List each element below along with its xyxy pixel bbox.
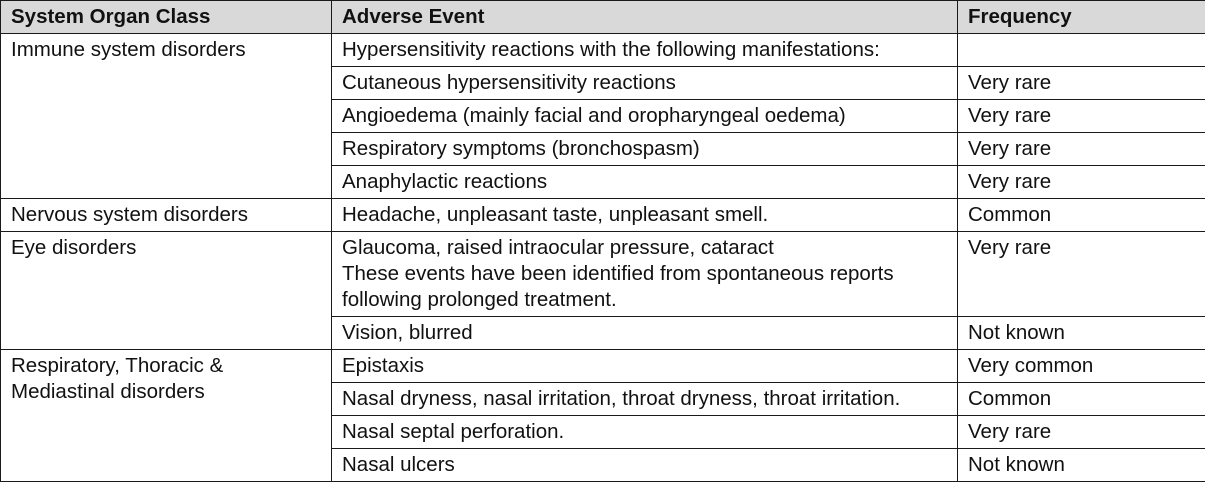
- soc-cell: [1, 232, 332, 350]
- event-text: Nasal septal perforation.: [342, 420, 565, 443]
- event-text: Vision, blurred: [342, 321, 473, 344]
- header-frequency: Frequency: [958, 1, 1205, 34]
- event-text: Anaphylactic reactions: [342, 170, 548, 193]
- event-note: following prolonged treatment.: [342, 288, 617, 311]
- header-adverse-event: Adverse Event: [332, 1, 958, 34]
- event-text: Glaucoma, raised intraocular pressure, cataract: [342, 236, 774, 259]
- event-cell: [332, 383, 958, 416]
- event-text: Headache, unpleasant taste, unpleasant smell.: [342, 203, 769, 226]
- event-cell: [332, 133, 958, 166]
- event-text: Epistaxis: [342, 354, 425, 377]
- frequency-cell: Not known: [958, 449, 1205, 482]
- header-system-organ-class: System Organ Class: [1, 1, 332, 34]
- table-row: [1, 34, 1205, 67]
- frequency-cell: Very rare: [958, 232, 1205, 317]
- frequency-cell: Very rare: [958, 416, 1205, 449]
- frequency-cell: Not known: [958, 317, 1205, 350]
- table-body: [1, 34, 1205, 482]
- frequency-cell: [958, 34, 1205, 67]
- event-cell: [332, 100, 958, 133]
- event-text: Angioedema (mainly facial and oropharyngeal oedema): [342, 104, 846, 127]
- soc-label: Mediastinal disorders: [11, 380, 205, 403]
- event-cell: [332, 416, 958, 449]
- event-text: Nasal ulcers: [342, 453, 455, 476]
- event-text: Cutaneous hypersensitivity reactions: [342, 71, 676, 94]
- event-text: Nasal dryness, nasal irritation, throat dryness, throat irritation.: [342, 387, 901, 410]
- header-row: [1, 1, 1205, 34]
- table-row: [1, 350, 1205, 383]
- event-cell: [332, 34, 958, 67]
- soc-cell: [1, 34, 332, 199]
- frequency-cell: Very rare: [958, 100, 1205, 133]
- event-text: Hypersensitivity reactions with the following manifestations:: [342, 38, 880, 61]
- event-cell: [332, 166, 958, 199]
- soc-label: Immune system disorders: [11, 38, 246, 61]
- event-note: These events have been identified from spontaneous reports: [342, 262, 894, 285]
- frequency-cell: Common: [958, 383, 1205, 416]
- table-row: [1, 232, 1205, 317]
- table-row: [1, 199, 1205, 232]
- event-cell: [332, 449, 958, 482]
- soc-cell: [1, 199, 332, 232]
- event-cell: [332, 199, 958, 232]
- soc-label: Respiratory, Thoracic &: [11, 354, 224, 377]
- frequency-cell: Very rare: [958, 67, 1205, 100]
- frequency-cell: Very rare: [958, 166, 1205, 199]
- soc-label: Nervous system disorders: [11, 203, 248, 226]
- frequency-cell: Very rare: [958, 133, 1205, 166]
- event-cell: [332, 67, 958, 100]
- event-cell: [332, 232, 958, 317]
- frequency-cell: Common: [958, 199, 1205, 232]
- soc-label: Eye disorders: [11, 236, 137, 259]
- soc-cell: [1, 350, 332, 482]
- event-cell: [332, 317, 958, 350]
- event-cell: [332, 350, 958, 383]
- event-text: Respiratory symptoms (bronchospasm): [342, 137, 700, 160]
- frequency-cell: Very common: [958, 350, 1205, 383]
